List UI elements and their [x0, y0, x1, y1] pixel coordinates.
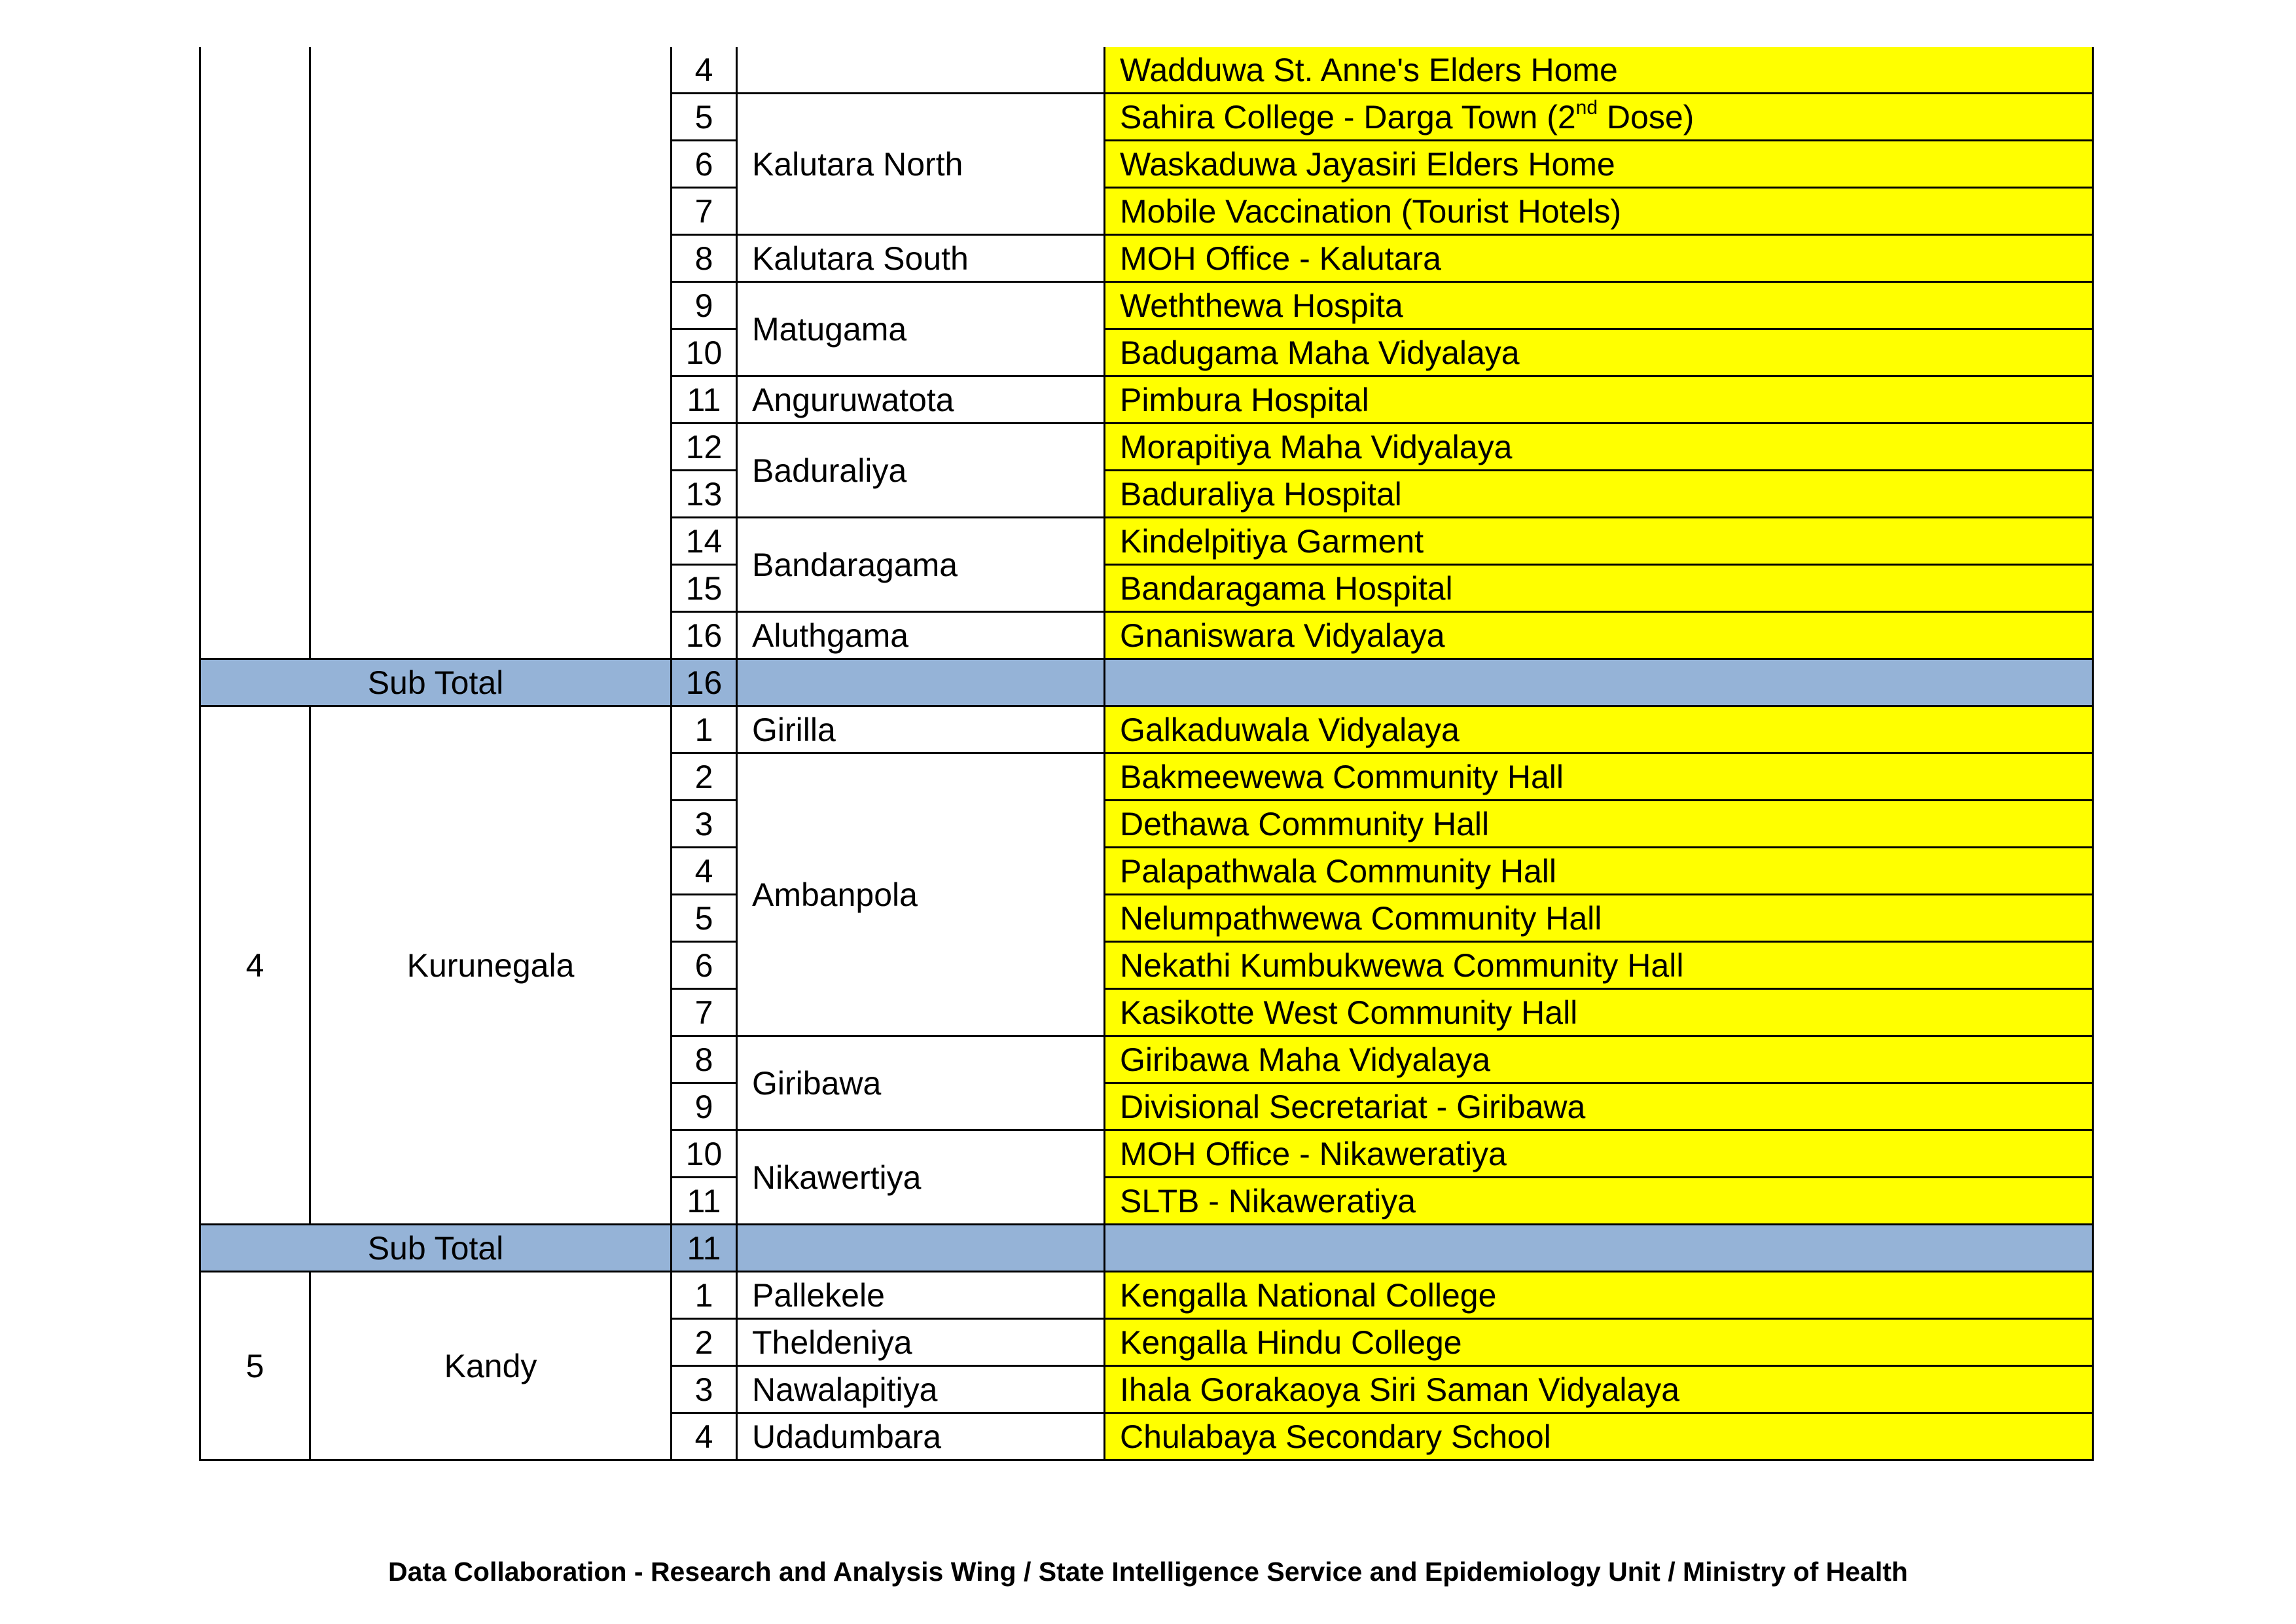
moh-area: Udadumbara: [737, 1413, 1105, 1460]
subtotal-row: [200, 659, 2093, 706]
district-index: 5: [200, 1272, 310, 1460]
district-index-cell: [200, 47, 310, 659]
row-number: 8: [672, 235, 737, 282]
vaccination-location: Bandaragama Hospital: [1105, 565, 2093, 612]
subtotal-count: 16: [672, 659, 737, 706]
district-name: Kandy: [310, 1272, 672, 1460]
subtotal-blank: [1105, 659, 2093, 706]
moh-area: Girilla: [737, 706, 1105, 753]
vaccination-location: Mobile Vaccination (Tourist Hotels): [1105, 188, 2093, 235]
vaccination-location: Kindelpitiya Garment: [1105, 518, 2093, 565]
vaccination-location: Galkaduwala Vidyalaya: [1105, 706, 2093, 753]
moh-area: Matugama: [737, 282, 1105, 376]
subtotal-count: 11: [672, 1225, 737, 1272]
row-number: 3: [672, 801, 737, 848]
vaccination-location: Palapathwala Community Hall: [1105, 848, 2093, 895]
vaccination-location: Chulabaya Secondary School: [1105, 1413, 2093, 1460]
moh-area: Nawalapitiya: [737, 1366, 1105, 1413]
row-number: 2: [672, 753, 737, 801]
ordinal-suffix: nd: [1575, 96, 1598, 118]
vaccination-location: Baduraliya Hospital: [1105, 471, 2093, 518]
row-number: 5: [672, 94, 737, 141]
subtotal-blank: [1105, 1225, 2093, 1272]
vaccination-location: Kengalla Hindu College: [1105, 1319, 2093, 1366]
row-number: 1: [672, 1272, 737, 1319]
page-footer: Data Collaboration - Research and Analysis Wing / State Intelligence Service and Epidemiology Unit / Ministry of Health: [388, 1557, 1908, 1587]
vaccination-location: Bakmeewewa Community Hall: [1105, 753, 2093, 801]
vaccination-location: Gnaniswara Vidyalaya: [1105, 612, 2093, 659]
row-number: 6: [672, 141, 737, 188]
moh-area: Aluthgama: [737, 612, 1105, 659]
vaccination-location: Kengalla National College: [1105, 1272, 2093, 1319]
subtotal-blank: [737, 659, 1105, 706]
vaccination-centres-table: [199, 47, 2094, 1461]
vaccination-location: Morapitiya Maha Vidyalaya: [1105, 424, 2093, 471]
district-name-cell: [310, 47, 672, 659]
row-number: 12: [672, 424, 737, 471]
moh-area: Giribawa: [737, 1036, 1105, 1130]
subtotal-label: Sub Total: [200, 1225, 672, 1272]
row-number: 5: [672, 895, 737, 942]
location-text-end: Dose): [1598, 98, 1695, 135]
vaccination-location: Weththewa Hospita: [1105, 282, 2093, 329]
vaccination-location: Wadduwa St. Anne's Elders Home: [1105, 47, 2093, 94]
subtotal-blank: [737, 1225, 1105, 1272]
vaccination-location: Ihala Gorakaoya Siri Saman Vidyalaya: [1105, 1366, 2093, 1413]
row-number: 7: [672, 188, 737, 235]
moh-area: Pallekele: [737, 1272, 1105, 1319]
row-number: 15: [672, 565, 737, 612]
moh-area: Ambanpola: [737, 753, 1105, 1036]
row-number: 10: [672, 1130, 737, 1178]
table-row: [200, 47, 2093, 94]
vaccination-location: Kasikotte West Community Hall: [1105, 989, 2093, 1036]
vaccination-location: MOH Office - Nikaweratiya: [1105, 1130, 2093, 1178]
row-number: 10: [672, 329, 737, 376]
table-row: [200, 1272, 2093, 1319]
row-number: 13: [672, 471, 737, 518]
row-number: 3: [672, 1366, 737, 1413]
moh-area: Nikawertiya: [737, 1130, 1105, 1225]
subtotal-label: Sub Total: [200, 659, 672, 706]
row-number: 1: [672, 706, 737, 753]
row-number: 14: [672, 518, 737, 565]
subtotal-row: [200, 1225, 2093, 1272]
row-number: 4: [672, 47, 737, 94]
vaccination-location: [1105, 94, 2093, 141]
vaccination-location: Divisional Secretariat - Giribawa: [1105, 1083, 2093, 1130]
moh-area: Bandaragama: [737, 518, 1105, 612]
row-number: 9: [672, 282, 737, 329]
district-name: Kurunegala: [310, 706, 672, 1225]
vaccination-location: SLTB - Nikaweratiya: [1105, 1178, 2093, 1225]
vaccination-location: Giribawa Maha Vidyalaya: [1105, 1036, 2093, 1083]
location-text: Sahira College - Darga Town (2: [1120, 98, 1576, 135]
row-number: 6: [672, 942, 737, 989]
moh-area: Kalutara North: [737, 94, 1105, 235]
moh-area: Anguruwatota: [737, 376, 1105, 424]
vaccination-location: Pimbura Hospital: [1105, 376, 2093, 424]
vaccination-location: MOH Office - Kalutara: [1105, 235, 2093, 282]
row-number: 11: [672, 376, 737, 424]
moh-area: Theldeniya: [737, 1319, 1105, 1366]
row-number: 11: [672, 1178, 737, 1225]
moh-area: Kalutara South: [737, 235, 1105, 282]
table-row: [200, 706, 2093, 753]
row-number: 16: [672, 612, 737, 659]
row-number: 9: [672, 1083, 737, 1130]
vaccination-location: Badugama Maha Vidyalaya: [1105, 329, 2093, 376]
moh-area: Baduraliya: [737, 424, 1105, 518]
vaccination-location: Waskaduwa Jayasiri Elders Home: [1105, 141, 2093, 188]
row-number: 7: [672, 989, 737, 1036]
row-number: 4: [672, 1413, 737, 1460]
row-number: 8: [672, 1036, 737, 1083]
vaccination-location: Nelumpathwewa Community Hall: [1105, 895, 2093, 942]
row-number: 2: [672, 1319, 737, 1366]
vaccination-location: Nekathi Kumbukwewa Community Hall: [1105, 942, 2093, 989]
vaccination-location: Dethawa Community Hall: [1105, 801, 2093, 848]
district-index: 4: [200, 706, 310, 1225]
row-number: 4: [672, 848, 737, 895]
moh-area: [737, 47, 1105, 94]
